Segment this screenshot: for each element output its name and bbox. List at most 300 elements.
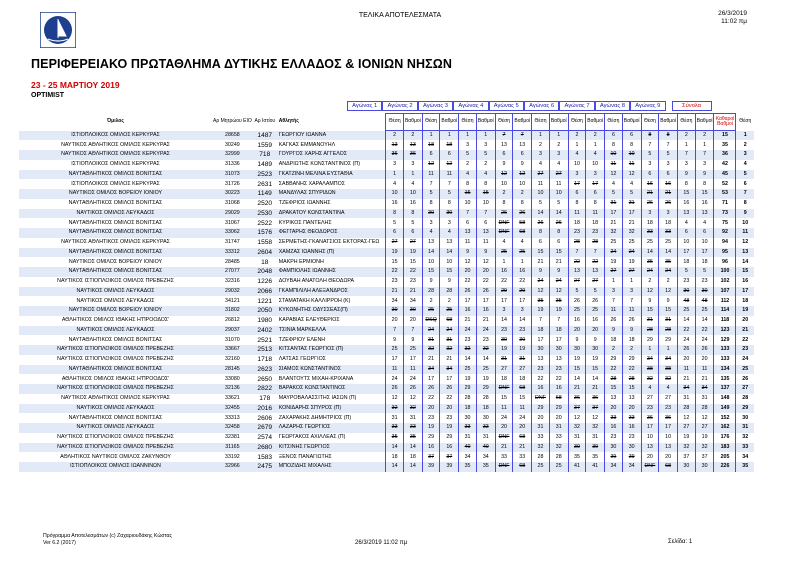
table-row [19,257,754,267]
race-position-cell: 28 [678,404,696,414]
race-points-cell: 38 [659,365,678,375]
race-points-cell: 68 [513,384,532,394]
sail-cell: 2050 [253,306,277,316]
race-points-cell: 22 [476,277,495,287]
race-position-cell: 22 [495,277,513,287]
race-points-cell: 20 [440,404,459,414]
race-position-cell: 2 [386,131,404,141]
table-row [19,443,754,453]
race-points-cell: 28 [659,326,678,336]
net-points-cell: 134 [714,365,736,375]
race-position-cell: 2 [605,345,623,355]
race-points-cell: 39 [586,443,605,453]
race-position-cell: 6 [641,170,659,180]
race-position-cell: 13 [495,140,513,150]
race-points-cell: 19 [476,374,495,384]
race-points-cell: 33 [403,423,422,433]
race-position-cell: 17 [495,296,513,306]
race-position-cell: 11 [605,160,623,170]
race-position-cell: 15 [532,248,550,258]
rank-cell: 14 [742,258,749,265]
race-points-cell: 25 [513,248,532,258]
table-row [19,160,754,170]
race-points-cell: 12 [476,257,495,267]
sail-cell: 1149 [253,189,277,199]
race-points-cell: 11 [476,238,495,248]
race-position-cell: 9 [422,277,440,287]
race-points-cell: 19 [695,433,714,443]
race-points-cell: 10 [403,189,422,199]
club-cell: ΑΘΛΗΤΙΚΟΣ ΟΜΙΛΟΣ ΙΘΑΚΗΣ Η'ΠΡΟΟΔΟΣ' [61,375,170,382]
race-points-cell: 14 [476,355,495,365]
sail-number-cell: 33667 [212,345,253,355]
race-position-cell: 13 [422,238,440,248]
race-position-cell: 14 [568,374,586,384]
race-points-cell: 37 [440,452,459,462]
sail-cell: 2520 [257,200,273,208]
race-position-cell: 10 [568,160,586,170]
race-position-cell: 2 [568,131,586,141]
race-points-cell: 20 [476,267,495,277]
race-position-cell: 31 [459,433,477,443]
race-points-cell: 31 [659,316,678,326]
race-position-cell: 26 [568,296,586,306]
sail-number-cell: 33313 [225,414,240,421]
report-title: ΤΕΛΙΚΑ ΑΠΟΤΕΛΕΣΜΑΤΑ [358,12,442,19]
race-position-cell: DNF [495,384,513,394]
race-position-cell: 10 [641,433,659,443]
race-position-cell: 23 [459,335,477,345]
athlete-cell: ΜΑΥΡΟΒΑΛΑΣΣΙΤΗΣ ΙΑΣΩΝ (Π) [278,395,357,402]
race-position-cell: 29 [532,404,550,414]
race-points-cell: 14 [586,374,605,384]
athlete-cell: ΖΑΧΑΡΑΚΗΣ ΔΗΜΗΤΡΙΟΣ (Π) [278,414,352,421]
race-position-cell: 23 [386,277,404,287]
rank-cell: 5 [736,170,754,180]
race-points-cell: 25 [622,238,641,248]
race-points-cell: 32 [695,443,714,453]
race-position-cell: DNF [495,462,513,472]
race-points-cell: 30 [513,335,532,345]
race-position-cell: 6 [605,131,623,141]
race-position-cell: 32 [641,374,659,384]
race-position-cell: DNF [495,433,513,443]
race-points-cell: 19 [513,345,532,355]
race-points-cell: 11 [622,306,641,316]
race-position-cell: 26 [422,384,440,394]
race-position-cell: 23 [495,326,513,336]
club-cell: ΝΑΥΤΑΘΛΗΤΙΚΟΣ ΟΜΙΛΟΣ ΒΟΝΙΤΣΑΣ [68,414,163,421]
race-points-cell: 28 [549,452,568,462]
race-position-cell: 12 [678,413,696,423]
rank-cell: 2 [743,141,747,148]
race-points-cell: 18 [622,335,641,345]
rank-cell: 25 [736,365,754,375]
race-position-cell: 30 [386,306,404,316]
race-points-cell: 39 [622,452,641,462]
race-points-cell: 23 [586,228,605,238]
rank-cell: 26 [742,375,749,382]
table-row [19,199,754,209]
race-points-cell: 29 [549,404,568,414]
sail-number-cell: 33621 [225,395,240,402]
race-position-cell: 22 [532,374,550,384]
table-row [19,384,754,394]
race-points-cell: 24 [549,277,568,287]
race-position-cell: 29 [422,433,440,443]
race-points-cell: 31 [513,355,532,365]
race-position-cell: DNF [495,228,513,238]
race-position-cell: 30 [568,345,586,355]
race-points-cell: 7 [403,326,422,336]
race-position-cell: 16 [678,199,696,209]
table-row [19,218,754,228]
race-position-cell: 7 [422,179,440,189]
sail-number-cell: 31747 [225,239,240,246]
race-points-cell: 2 [403,131,422,141]
race-position-cell: 2 [422,296,440,306]
boat-class: OPTIMIST [31,92,65,99]
race-points-cell: 10 [513,179,532,189]
race-points-cell: 18 [549,326,568,336]
net-points-cell: 42 [714,160,736,170]
race-points-cell: 20 [659,452,678,462]
race-position-cell: 28 [459,394,477,404]
race-points-cell: 19 [622,257,641,267]
race-position-cell: 30 [678,287,696,297]
race-points-cell: 23 [622,433,641,443]
race-position-cell: 28 [641,326,659,336]
results-table [19,113,754,472]
race-position-cell: 9 [678,170,696,180]
sail-cell: 2016 [253,404,277,414]
race-points-cell: 15 [622,384,641,394]
net-points-cell: 152 [714,413,736,423]
race-points-cell: 34 [622,462,641,472]
race-position-cell: 7 [495,131,513,141]
race-position-cell: 22 [678,326,696,336]
sail-number-cell: 33312 [212,248,253,258]
club-cell: ΙΣΤΙΟΠΛΟΙΚΟΣ ΟΜΙΛΟΣ ΙΩΑΝΝΙΝΩΝ [19,462,212,472]
race-position-cell: 5 [678,267,696,277]
race-position-cell: 29 [495,287,513,297]
race-position-cell: 2 [678,131,696,141]
sail-number-cell: 26812 [225,317,240,324]
race-position-cell: 6 [495,150,513,160]
race-position-cell: 33 [641,228,659,238]
race-points-cell: 16 [549,384,568,394]
table-row [19,394,754,404]
race-position-cell: 35 [386,433,404,443]
race-points-cell: 1 [513,257,532,267]
race-points-cell: 2 [695,131,714,141]
race-points-cell: 18 [695,257,714,267]
race-position-cell: 21 [386,287,404,297]
race-points-cell: 21 [513,443,532,453]
race-points-cell: 20 [586,326,605,336]
race-points-cell: 18 [659,218,678,228]
race-points-cell: 4 [549,160,568,170]
sail-cell: 2574 [257,434,273,442]
race-position-cell: 33 [459,423,477,433]
race-points-cell: 33 [659,228,678,238]
race-points-cell: 22 [695,326,714,336]
race-position-cell: 12 [605,170,623,180]
race-position-cell: 26 [495,209,513,219]
race-position-cell: 14 [386,462,404,472]
club-cell: ΝΑΥΤΑΘΛΗΤΙΚΟΣ ΟΜΙΛΟΣ ΒΟΝΙΤΣΑΣ [19,228,212,238]
header-pos-race-7: Θέση [605,114,623,131]
race-points-cell: 58 [513,218,532,228]
race-position-cell: 33 [495,452,513,462]
race-points-cell: 25 [403,345,422,355]
race-points-cell: 29 [513,287,532,297]
race-position-cell: 8 [495,199,513,209]
header-points-race-4: Βαθμοί [513,114,532,131]
table-row [19,150,754,160]
sail-cell: 2680 [253,443,277,453]
net-points-cell: 36 [714,150,736,160]
race-points-cell: 23 [695,277,714,287]
race-label-1: Αγώνας 1 [347,101,382,111]
table-row [19,452,754,462]
sail-cell: 1487 [253,131,277,141]
race-points-cell: 15 [403,257,422,267]
race-position-cell: 8 [641,131,659,141]
race-points-cell: 39 [440,462,459,472]
race-points-cell: 17 [403,355,422,365]
race-position-cell: 3 [532,150,550,160]
club-cell: ΝΑΥΤΑΘΛΗΤΙΚΟΣ ΟΜΙΛΟΣ ΒΟΝΙΤΣΑΣ [68,219,163,226]
table-row [19,140,754,150]
race-points-cell: 31 [695,394,714,404]
race-points-cell: 6 [476,218,495,228]
race-position-cell: 6 [532,238,550,248]
race-points-cell: 7 [622,296,641,306]
race-points-cell: 8 [622,140,641,150]
race-points-cell: 10 [659,433,678,443]
rank-cell: 31 [736,423,754,433]
race-points-cell: 4 [659,384,678,394]
race-position-cell: 36 [641,413,659,423]
race-points-cell: 6 [695,228,714,238]
race-position-cell: 10 [532,189,550,199]
race-position-cell: 16 [605,423,623,433]
athlete-cell: ΓΚΑΤΖΙΝΗ ΜΕΛΙΝΑ ΕΥΣΤΑΘΙΑ [277,170,386,180]
net-points-cell: 107 [714,287,736,297]
race-points-cell: 24 [513,413,532,423]
race-points-cell: 31 [403,413,422,423]
race-points-cell: 14 [403,443,422,453]
race-points-cell: 33 [476,423,495,433]
race-position-cell: 37 [678,452,696,462]
athlete-cell: ΜΑΚΡΗ ΕΡΜΙΟΝΗ [278,258,324,265]
net-points-cell: 149 [714,404,736,414]
table-row [19,131,754,141]
athlete-cell: ΤΖΕΦΡΙΟΥ ΕΛΕΝΗ [278,336,326,343]
race-position-cell: 17 [459,296,477,306]
race-position-cell: 25 [532,462,550,472]
club-cell: ΝΑΥΤΙΚΟΣ ΙΣΤΙΟΠΛΟΙΚΟΣ ΟΜΙΛΟΣ ΠΡΕΒΕΖΗΣ [57,434,174,441]
race-position-cell: 21 [459,316,477,326]
race-position-cell: 24 [495,413,513,423]
race-position-cell: 34 [605,462,623,472]
race-points-cell: 3 [549,150,568,160]
race-points-cell: 23 [440,413,459,423]
race-position-cell: 19 [532,306,550,316]
race-position-cell: 7 [641,140,659,150]
club-cell: ΝΑΥΤΑΘΛΗΤΙΚΟΣ ΟΜΙΛΟΣ ΒΟΝΙΤΣΑΣ [19,170,212,180]
race-position-cell: 2 [495,189,513,199]
race-points-cell: 36 [659,413,678,423]
race-points-cell: 4 [403,179,422,189]
race-points-cell: 8 [440,199,459,209]
table-row [19,326,754,336]
race-points-cell: 11 [440,170,459,180]
race-position-cell: 24 [605,248,623,258]
club-cell: ΝΑΥΤΙΚΟΣ ΟΜΙΛΟΣ ΛΕΥΚΑΔΟΣ [19,423,212,433]
race-points-cell: 14 [659,248,678,258]
race-position-cell: 26 [641,199,659,209]
race-position-cell: 12 [422,160,440,170]
race-position-cell: 20 [678,355,696,365]
race-position-cell: 25 [386,345,404,355]
race-position-cell: 14 [459,355,477,365]
race-position-cell: 29 [641,335,659,345]
race-position-cell: 15 [495,394,513,404]
race-points-cell: 15 [586,365,605,375]
race-position-cell: 9 [568,335,586,345]
net-points-cell: 133 [714,345,736,355]
athlete-cell: ΒΛΑΝΤΟΥΤΣ ΜΙΧΑΗ-ΚΡΙΧΑΝΑ [278,375,354,382]
race-points-cell: 15 [695,189,714,199]
athlete-cell: ΔΡΑΚΑΤΟΥ ΚΩΝΣΤΑΝΤΙΝΑ [277,209,386,219]
summary-label: Σύνολα [672,101,712,111]
race-points-cell: 3 [476,140,495,150]
race-points-cell: 13 [476,228,495,238]
race-label-5: Αγώνας 5 [489,101,524,111]
race-position-cell: 13 [386,140,404,150]
race-position-cell: 35 [532,296,550,306]
sail-cell: 178 [259,395,271,403]
race-position-cell: 9 [459,248,477,258]
sail-cell: 718 [253,150,277,160]
race-points-cell: 28 [695,404,714,414]
sail-number-cell: 32455 [212,404,253,414]
race-position-cell: 27 [678,423,696,433]
race-position-cell: 11 [386,365,404,375]
race-points-cell: 17 [695,248,714,258]
race-position-cell: 9 [532,267,550,277]
race-position-cell: 32 [568,423,586,433]
race-position-cell: 6 [678,228,696,238]
race-position-cell: 26 [605,316,623,326]
race-points-cell: 28 [440,287,459,297]
race-position-cell: 25 [678,306,696,316]
race-points-cell: 22 [549,374,568,384]
sail-number-cell: 29037 [212,326,253,336]
race-position-cell: 32 [532,443,550,453]
club-cell: ΝΑΥΤΙΚΟΣ ΙΣΤΙΟΠΛΟΙΚΟΣ ΟΜΙΛΟΣ ΠΡΕΒΕΖΗΣ [57,278,174,285]
header-points-race-1: Βαθμοί [403,114,422,131]
race-points-cell: 68 [659,462,678,472]
sail-cell: 2679 [253,423,277,433]
event-dates: 23 - 25 ΜΑΡΤΙΟΥ 2019 [31,80,120,90]
race-points-cell: 20 [403,316,422,326]
race-position-cell: 25 [605,238,623,248]
race-position-cell: 22 [386,267,404,277]
athlete-cell: ΦΑΜΠΙΟΛΗΣ ΙΩΑΝΝΗΣ [277,267,386,277]
header-points-race-2: Βαθμοί [440,114,459,131]
table-row [19,238,754,248]
race-points-cell: 17 [659,423,678,433]
race-position-cell: 11 [459,238,477,248]
race-position-cell: 27 [568,277,586,287]
race-position-cell: 15 [568,365,586,375]
race-position-cell: 18 [605,335,623,345]
athlete-cell: ΤΖΕΦΡΙΟΣ ΙΩΑΝΝΗΣ [278,200,331,207]
race-position-cell: 33 [605,413,623,423]
sail-number-cell: 28485 [225,258,240,265]
sail-number-cell: 29029 [212,209,253,219]
race-position-cell: 8 [678,179,696,189]
race-points-cell: 26 [622,316,641,326]
race-position-cell: 27 [641,394,659,404]
race-position-cell: 4 [422,228,440,238]
race-position-cell: 28 [532,452,550,462]
rank-cell: 3 [736,150,754,160]
race-points-cell: 15 [659,306,678,316]
race-position-cell: 9 [641,296,659,306]
table-row [19,365,754,375]
athlete-cell: ΚΥΚΩΝΗΤΗΣ ΟΔΥΣΣΕΑΣ(Π) [277,306,386,316]
sail-cell: 2521 [257,336,273,344]
athlete-cell: ΛΑΖΑΡΗΣ ΓΕΩΡΓΙΟΣ [277,423,386,433]
race-points-cell: 30 [695,462,714,472]
race-position-cell: 8 [459,179,477,189]
sail-number-cell: 28145 [212,365,253,375]
race-points-cell: 9 [586,335,605,345]
sail-number-cell: 31068 [225,200,240,207]
sail-cell: 2623 [253,365,277,375]
race-position-cell: 16 [459,306,477,316]
race-points-cell: 12 [403,394,422,404]
athlete-cell: ΚΟΝΙΔΑΡΗΣ ΣΠΥΡΟΣ (Π) [277,404,386,414]
sail-cell: 2530 [253,209,277,219]
race-position-cell: 19 [678,433,696,443]
race-points-cell: 25 [586,306,605,316]
race-position-cell: 4 [495,238,513,248]
header-pos-race-1: Θέση [386,114,404,131]
race-points-cell: 5 [403,218,422,228]
rank-cell: 8 [743,200,747,207]
header-points-race-6: Βαθμοί [586,114,605,131]
rank-cell: 32 [742,434,749,441]
race-position-cell: 9 [386,335,404,345]
race-points-cell: 15 [440,267,459,277]
header-points-race-8: Βαθμοί [659,114,678,131]
race-points-cell: 9 [659,296,678,306]
table-row [19,423,754,433]
race-points-cell: 1 [622,277,641,287]
rank-cell: 11 [736,228,754,238]
race-points-cell: 15 [549,248,568,258]
race-points-cell: 12 [513,170,532,180]
race-points-cell: 27 [403,238,422,248]
rank-cell: 33 [736,443,754,453]
club-cell: ΝΑΥΤΑΘΛΗΤΙΚΟΣ ΟΜΙΛΟΣ ΒΟΝΙΤΣΑΣ [68,336,163,343]
race-position-cell: 10 [495,179,513,189]
